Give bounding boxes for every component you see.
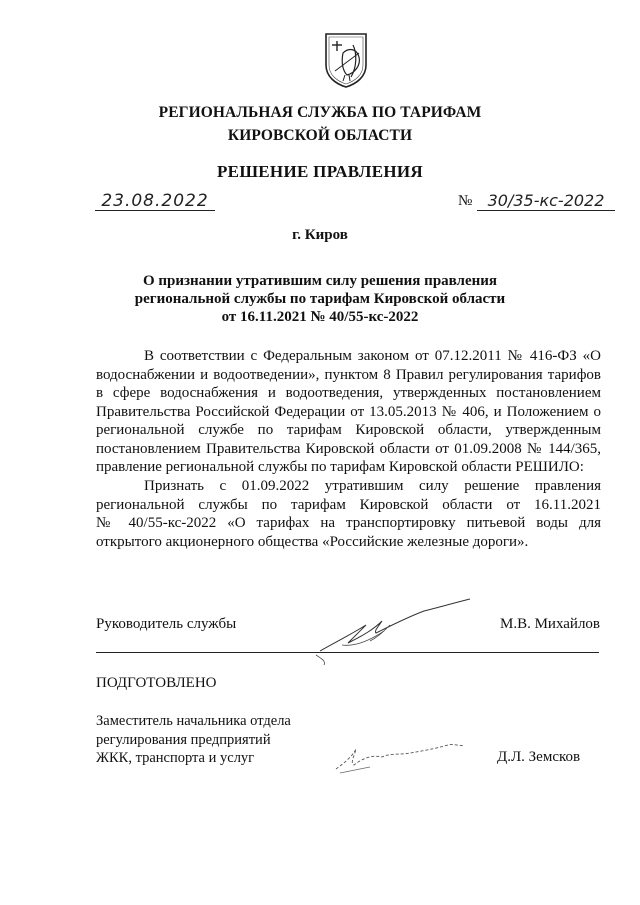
decision-number-label: № xyxy=(458,193,473,209)
paragraph-line: в сфере водоснабжения и водоотведения, утвержденных постановлением xyxy=(96,385,601,401)
handwritten-signature-icon xyxy=(330,735,470,775)
position-line: ЖКК, транспорта и услуг xyxy=(96,750,255,766)
subject-line: от 16.11.2021 № 40/55-кс-2022 xyxy=(221,309,419,325)
paragraph-line: № 40/55-кс-2022 «О тарифах на транспортировку питьевой воды для xyxy=(96,515,601,531)
position-line: Заместитель начальника отдела xyxy=(96,713,291,729)
prepared-label: ПОДГОТОВЛЕНО xyxy=(96,675,217,691)
organization-name-line2: КИРОВСКОЙ ОБЛАСТИ xyxy=(227,127,413,144)
body-paragraph-basis xyxy=(96,347,601,477)
organization-name-line1: РЕГИОНАЛЬНАЯ СЛУЖБА ПО ТАРИФАМ xyxy=(158,104,482,121)
paragraph-line: водоснабжении и водоотведении», пунктом 8 Правил регулирования тарифов xyxy=(96,366,601,383)
kirov-coat-of-arms-icon xyxy=(323,31,369,89)
paragraph-line: региональной службе по тарифам Кировской области, утвержденным xyxy=(96,422,601,438)
paragraph-line: открытого акционерного общества «Российские железные дороги». xyxy=(96,533,529,550)
decision-subject xyxy=(0,272,640,326)
paragraph-line: региональной службы по тарифам Кировской области от 16.11.2021 xyxy=(96,496,601,513)
paragraph-line: правление региональной службы по тарифам Кировской области РЕШИЛО: xyxy=(96,459,584,475)
document-type-title: РЕШЕНИЕ ПРАВЛЕНИЯ xyxy=(217,162,423,181)
signature-divider xyxy=(96,652,599,653)
decision-date: 23.08.2022 xyxy=(95,192,215,211)
city-label: г. Киров xyxy=(292,227,348,243)
subject-line: региональной службы по тарифам Кировской области xyxy=(134,291,506,307)
decision-number: 30/35-кс-2022 xyxy=(477,192,615,211)
signatory-name: М.В. Михайлов xyxy=(500,616,601,632)
signatory-title: Руководитель службы xyxy=(96,616,237,632)
paragraph-line: Признать с 01.09.2022 утратившим силу решение правления xyxy=(144,478,601,494)
body-paragraph-resolution xyxy=(96,477,601,551)
preparer-position xyxy=(96,712,291,768)
paragraph-line: В соответствии с Федеральным законом от 07.12.2011 № 416-ФЗ «О xyxy=(144,348,601,364)
preparer-name: Д.Л. Земсков xyxy=(497,749,581,765)
handwritten-signature-icon xyxy=(312,595,482,665)
paragraph-line: постановлением Правительства Кировской области от 01.09.2008 № 144/365, xyxy=(96,440,601,457)
paragraph-line: Правительства Российской Федерации от 13.05.2013 № 406, и Положением о xyxy=(96,403,601,420)
subject-line: О признании утратившим силу решения правления xyxy=(142,273,498,289)
position-line: регулирования предприятий xyxy=(96,731,271,748)
